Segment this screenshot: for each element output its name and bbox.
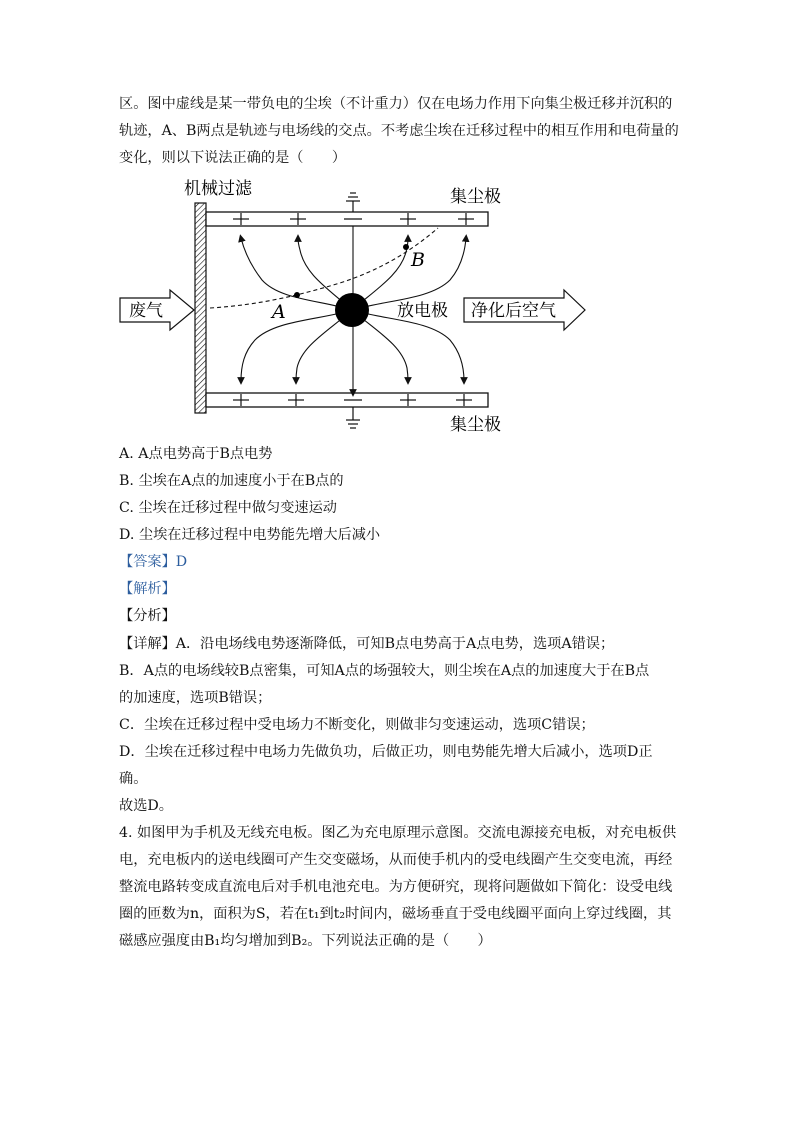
point-a-label: A (272, 301, 286, 323)
detail-line-7: 故选D。 (119, 798, 173, 814)
detail-line-6: 确。 (119, 771, 148, 787)
point-b-label: B (411, 249, 425, 271)
answer-line: 【答案】D (119, 554, 188, 570)
clean-air-label: 净化后空气 (471, 301, 556, 321)
precipitator-diagram (118, 178, 588, 440)
filter-wall (195, 203, 206, 413)
q4-line-3: 整流电路转变成直流电后对手机电池充电。为方便研究，现将问题做如下简化：设受电线 (119, 879, 673, 895)
point-b-dot (403, 244, 409, 250)
intro-line-3: 变化，则以下说法正确的是（ ） (119, 150, 347, 166)
fenxi-heading: 【分析】 (119, 608, 176, 624)
detail-line-5: D．尘埃在迁移过程中电场力先做负功，后做正功，则电势能先增大后减小，选项D正 (119, 744, 653, 760)
q4-line-2: 电，充电板内的送电线圈可产生交变磁场，从而使手机内的受电线圈产生交变电流，再经 (119, 852, 673, 868)
option-d: D. 尘埃在迁移过程中电势能先增大后减小 (119, 527, 381, 543)
top-collector-label: 集尘极 (450, 187, 501, 207)
detail-line-4: C．尘埃在迁移过程中受电场力不断变化，则做非匀变速运动，选项C错误； (119, 717, 595, 733)
option-c: C. 尘埃在迁移过程中做匀变速运动 (119, 500, 337, 516)
option-b: B. 尘埃在A点的加速度小于在B点的 (119, 473, 344, 489)
q4-line-4: 圈的匝数为n，面积为S，若在t₁到t₂时间内，磁场垂直于受电线圈平面向上穿过线圈，其 (119, 906, 672, 922)
waste-gas-label: 废气 (129, 301, 163, 321)
dust-trajectory (210, 228, 438, 308)
option-a: A. A点电势高于B点电势 (119, 446, 273, 462)
detail-line-2: B．A点的电场线较B点密集，可知A点的场强较大，则尘埃在A点的加速度大于在B点 (119, 663, 650, 679)
filter-label: 机械过滤 (184, 179, 252, 199)
detail-line-3: 的加速度，选项B错误； (119, 690, 272, 706)
intro-line-1: 区。图中虚线是某一带负电的尘埃（不计重力）仅在电场力作用下向集尘极迁移并沉积的 (119, 96, 673, 112)
intro-line-2: 轨迹，A、B两点是轨迹与电场线的交点。不考虑尘埃在迁移过程中的相互作用和电荷量的 (119, 123, 679, 139)
discharge-label: 放电极 (397, 301, 448, 321)
q4-line-1: 4. 如图甲为手机及无线充电板。图乙为充电原理示意图。交流电源接充电板，对充电板供 (119, 825, 677, 841)
discharge-electrode (335, 293, 369, 327)
analysis-heading: 【解析】 (119, 581, 176, 597)
bottom-collector-label: 集尘极 (450, 415, 501, 435)
point-a-dot (294, 292, 300, 298)
detail-line-1: 【详解】A．沿电场线电势逐渐降低，可知B点电势高于A点电势，选项A错误； (119, 636, 615, 652)
ground-symbol-top (346, 193, 360, 212)
q4-line-5: 磁感应强度由B₁均匀增加到B₂。下列说法正确的是（ ） (119, 933, 492, 949)
ground-symbol-bottom (346, 407, 360, 428)
